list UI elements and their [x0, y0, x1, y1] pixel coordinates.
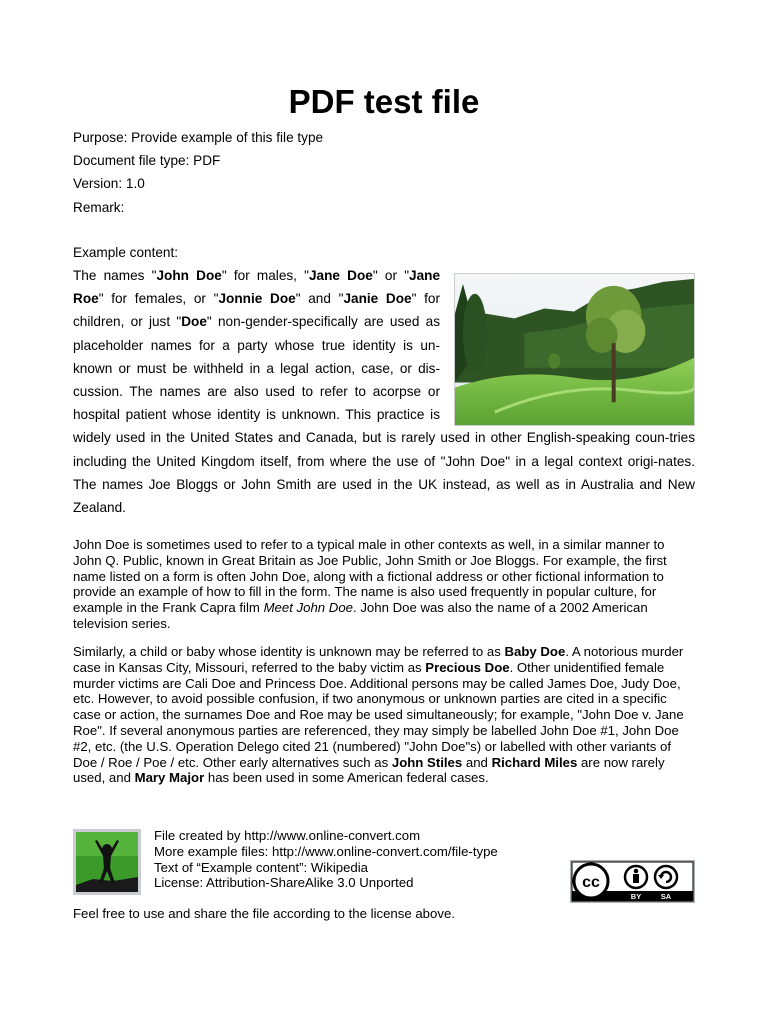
example-content-paragraph: The names "John Doe" for males, "Jane Doe" or "Jane Roe" for females, or "Jonnie Doe" and "Janie Doe" for children, or just "Doe" non-gender-specifically are used as placeholder names for a party whose true identity is un-known or must be withheld in a legal action, case, or dis-cussion. The names are also used to refer to acorpse or hospital patient whose identity is unknown. This practice is widely used in the United States and Canada, but is rarely used in other English-speaking coun-tries including the United Kingdom itself, from where the use of "John Doe" in a legal context origi-nates. The names Joe Bloggs or John Smith are used in the UK instead, as well as in Australia and New Zealand.	[73, 268, 695, 516]
remark-line: Remark:	[73, 199, 125, 215]
page-title: PDF test file	[288, 83, 480, 120]
cc-sa-label: SA	[660, 892, 672, 901]
cc-by-sa-badge-icon	[570, 860, 695, 903]
metadata-block	[73, 126, 323, 219]
version-line: Version: 1.0	[73, 176, 145, 192]
closing-note: Feel free to use and share the file according to the license above.	[73, 906, 455, 921]
example-content-label: Example content:	[73, 245, 179, 260]
doc-type-line: Document file type: PDF	[73, 153, 221, 169]
online-convert-logo-icon	[73, 829, 141, 895]
paragraph-john-doe-usage: John Doe is sometimes used to refer to a typical male in other contexts as well, in a similar manner to John Q. Public, known in Great Britain as Joe Public, John Smith or Joe Bloggs. For example, the first name listed on a form is often John Doe, along with a fictional address or other fictional information to provide an example of how to fill in the form. The name is also used frequently in popular culture, for example in the Frank Capra film Meet John Doe. John Doe was also the name of a 2002 American television series.	[73, 537, 667, 631]
svg-text:cc: cc	[582, 874, 600, 891]
footer-credits	[154, 828, 498, 891]
paragraph-baby-doe: Similarly, a child or baby whose identity is unknown may be referred to as Baby Doe. A notorious murder case in Kansas City, Missouri, referred to the baby victim as Precious Doe. Other unidentified female murder victims are Cali Doe and Princess Doe. Additional persons may be called James Doe, Judy Doe, etc. However, to avoid possible confusion, if two anonymous or unknown parties are cited in a specific case or action, the surnames Doe and Roe may be used simultaneously; for example, "John Doe v. Jane Roe". If several anonymous parties are referenced, they may simply be labelled John Doe #1, John Doe #2, etc. (the U.S. Operation Delego cited 21 (numbered) "John Doe"s) or labelled with other variants of Doe / Roe / Poe / etc. Other early alternatives such as John Stiles and Richard Miles are now rarely used, and Mary Major has been used in some American federal cases.	[73, 644, 684, 786]
footer-text-source: Text of “Example content”: Wikipedia	[154, 859, 369, 875]
footer-example-files: More example files: http://www.online-convert.com/file-type	[154, 843, 498, 859]
purpose-line: Purpose: Provide example of this file type	[73, 130, 324, 145]
footer-license: License: Attribution-ShareAlike 3.0 Unported	[154, 875, 414, 891]
cc-by-label: BY	[630, 892, 642, 901]
landscape-photo	[454, 273, 695, 426]
footer-created-by: File created by http://www.online-convert.com	[154, 828, 421, 843]
